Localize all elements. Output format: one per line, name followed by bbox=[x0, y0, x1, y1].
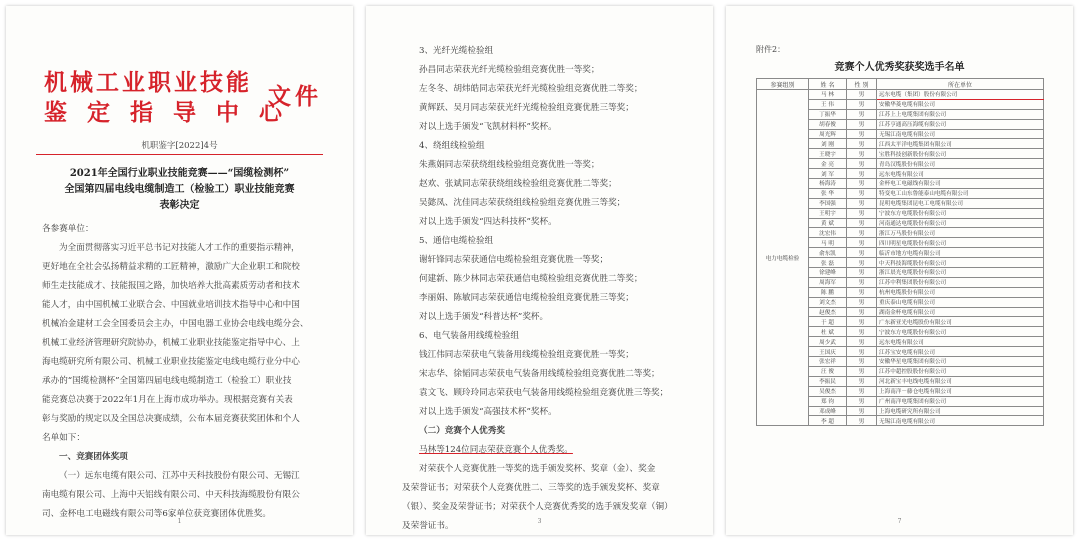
group-heading: 6、电气装备用线缆检验组 bbox=[419, 331, 519, 341]
gender-cell: 男 bbox=[847, 169, 877, 179]
unit-cell: 远东电缆（集团）股份有限公司 bbox=[877, 90, 1044, 100]
highlight-text: 马林等124位同志荣获竞赛个人优秀奖。 bbox=[419, 445, 573, 455]
gender-cell: 男 bbox=[847, 188, 877, 198]
name-cell: 王晓宇 bbox=[809, 149, 847, 159]
gender-cell: 男 bbox=[847, 277, 877, 287]
name-cell: 于 超 bbox=[809, 317, 847, 327]
body-line: 更好地在全社会弘扬精益求精的工匠精神，激励广大企业职工和院校 bbox=[42, 262, 300, 272]
decision-title-line2: 全国第四届电线电缆制造工（检验工）职业技能竞赛 bbox=[64, 184, 295, 195]
unit-cell: 安徽华菱电缆有限公司 bbox=[877, 99, 1044, 109]
name-cell: 刘 军 bbox=[809, 169, 847, 179]
body-line: 名单如下： bbox=[42, 433, 85, 443]
table-header-row bbox=[757, 79, 1044, 90]
name-cell: 徐建峰 bbox=[809, 268, 847, 278]
body-line: 师生走技能成才、技能报国之路，加快培养大批高素质劳动者和技术 bbox=[42, 281, 300, 291]
award-list bbox=[402, 42, 673, 535]
unit-cell: 无锡江南电缆有限公司 bbox=[877, 129, 1044, 139]
header-gender: 性 别 bbox=[847, 79, 877, 90]
award-line: 对以上选手颁发“四达科技杯”奖杯。 bbox=[419, 217, 557, 227]
gender-cell: 男 bbox=[847, 376, 877, 386]
body-paragraph bbox=[42, 239, 308, 448]
red-divider bbox=[36, 154, 323, 155]
gender-cell: 男 bbox=[847, 90, 877, 100]
gender-cell: 男 bbox=[847, 287, 877, 297]
name-cell: 胡春俊 bbox=[809, 119, 847, 129]
page-number: 3 bbox=[537, 518, 542, 525]
name-cell: 刘 刚 bbox=[809, 139, 847, 149]
award-line: 李丽娟、陈敏同志荣获通信电缆检验组竞赛优胜三等奖； bbox=[419, 293, 634, 303]
award-line: 吴懿凤、沈佳同志荣获绕组线检验组竞赛优胜三等奖； bbox=[419, 198, 626, 208]
gender-cell: 男 bbox=[847, 386, 877, 396]
header-group: 参赛组别 bbox=[757, 79, 809, 90]
body-line: 彰与奖励的规定以及全国总决赛成绩，公布本届竞赛获奖团体和个人 bbox=[42, 414, 300, 424]
gender-cell: 男 bbox=[847, 119, 877, 129]
team-award-paragraph bbox=[42, 467, 300, 524]
name-cell: 俞东凯 bbox=[809, 248, 847, 258]
unit-cell: 金杯电工电磁线有限公司 bbox=[877, 179, 1044, 189]
unit-cell: 河北新宝丰电线电缆有限公司 bbox=[877, 376, 1044, 386]
name-cell: 吴俊杰 bbox=[809, 386, 847, 396]
salutation: 各参赛单位： bbox=[42, 224, 94, 234]
header-name: 姓 名 bbox=[809, 79, 847, 90]
name-cell: 邓成峰 bbox=[809, 406, 847, 416]
gender-cell: 男 bbox=[847, 396, 877, 406]
body-line: 为全面贯彻落实习近平总书记对技能人才工作的重要指示精神， bbox=[59, 243, 300, 253]
award-line: 袁文飞、顾玲玲同志荣获电气装备用线缆检验组竞赛优胜三等奖； bbox=[419, 388, 669, 398]
gender-cell: 男 bbox=[847, 238, 877, 248]
gender-cell: 男 bbox=[847, 208, 877, 218]
page-number: 7 bbox=[897, 518, 902, 525]
page-number: 1 bbox=[177, 518, 182, 525]
gender-cell: 男 bbox=[847, 228, 877, 238]
document-page-7 bbox=[726, 6, 1073, 535]
body-line: 能人才，由中国机械工业联合会、中国就业培训技术指导中心和中国 bbox=[42, 300, 300, 310]
gender-cell: 男 bbox=[847, 416, 877, 426]
table-row bbox=[757, 90, 1044, 100]
name-cell: 杜 斌 bbox=[809, 327, 847, 337]
decision-title-line1: 2021年全国行业职业技能竞赛——“国缆检测杯” bbox=[69, 168, 290, 179]
name-cell: 周海军 bbox=[809, 277, 847, 287]
unit-cell: 宁波东方电缆股份有限公司 bbox=[877, 327, 1044, 337]
award-line: 及荣誉证书。 bbox=[402, 521, 454, 531]
award-line: 谢轩锋同志荣获通信电缆检验组竞赛优胜一等奖； bbox=[419, 255, 609, 265]
name-cell: 金 亮 bbox=[809, 159, 847, 169]
gender-cell: 男 bbox=[847, 297, 877, 307]
unit-cell: 江苏宝安电缆有限公司 bbox=[877, 347, 1044, 357]
unit-cell: 临沂市地方电缆有限公司 bbox=[877, 248, 1044, 258]
group-heading: 4、绕组线检验组 bbox=[419, 141, 485, 151]
name-cell: 周少武 bbox=[809, 337, 847, 347]
section-heading-personal: （二）竞赛个人优秀奖 bbox=[419, 426, 505, 436]
gender-cell: 男 bbox=[847, 109, 877, 119]
award-line: 钱江伟同志荣获电气装备用线缆检验组竞赛优胜一等奖； bbox=[419, 350, 634, 360]
header-unit: 所在单位 bbox=[877, 79, 1044, 90]
unit-cell: 远东电缆有限公司 bbox=[877, 337, 1044, 347]
gender-cell: 男 bbox=[847, 357, 877, 367]
unit-cell: 昆明电缆集团昆电工电缆有限公司 bbox=[877, 198, 1044, 208]
group-cell: 电力电缆检验 bbox=[757, 90, 809, 426]
award-line: 何建新、陈少林同志荣获通信电缆检验组竞赛优胜二等奖； bbox=[419, 274, 643, 284]
unit-cell: 四川明星电缆股份有限公司 bbox=[877, 238, 1044, 248]
body-line: 机械冶金建材工会全国委员会主办，中国电器工业协会电线电缆分会、 bbox=[42, 319, 309, 329]
document-word: 文件 bbox=[268, 83, 322, 110]
body-line: 机械工业经济管理研究院协办，机械工业职业技能鉴定指导中心、上 bbox=[42, 338, 300, 348]
name-cell: 王 伟 bbox=[809, 99, 847, 109]
table-title: 竞赛个人优秀奖获奖选手名单 bbox=[834, 62, 965, 73]
gender-cell: 男 bbox=[847, 366, 877, 376]
group-heading: 5、通信电缆检验组 bbox=[419, 236, 494, 246]
unit-cell: 浙江万马股份有限公司 bbox=[877, 228, 1044, 238]
award-line: 对荣获个人竞赛优胜一等奖的选手颁发奖杯、奖章（金）、奖金 bbox=[419, 464, 656, 474]
unit-cell: 宁波东方电缆股份有限公司 bbox=[877, 208, 1044, 218]
attachment-label: 附件2： bbox=[756, 45, 786, 54]
award-line: 对以上选手颁发“飞凯材料杯”奖杯。 bbox=[419, 122, 557, 132]
winners-table bbox=[756, 78, 1044, 426]
unit-cell: 中天科技海缆股份有限公司 bbox=[877, 258, 1044, 268]
body-line: （一）远东电缆有限公司、江苏中天科技股份有限公司、无锡江 bbox=[59, 471, 300, 481]
gender-cell: 男 bbox=[847, 327, 877, 337]
gender-cell: 男 bbox=[847, 179, 877, 189]
gender-cell: 男 bbox=[847, 139, 877, 149]
body-line: 海电缆研究所有限公司、机械工业职业技能鉴定电线电缆行业分中心 bbox=[42, 357, 300, 367]
document-number: 机职鉴字[2022]4号 bbox=[141, 141, 218, 151]
gender-cell: 男 bbox=[847, 307, 877, 317]
name-cell: 李 超 bbox=[809, 416, 847, 426]
decision-title-line3: 表彰决定 bbox=[159, 200, 200, 211]
issuer-name-line2: 鉴 定 指 导 中 心 bbox=[44, 99, 289, 126]
unit-cell: 重庆泰山电缆有限公司 bbox=[877, 297, 1044, 307]
name-cell: 刘文杰 bbox=[809, 297, 847, 307]
gender-cell: 男 bbox=[847, 248, 877, 258]
unit-cell: 江苏中利集团股份有限公司 bbox=[877, 277, 1044, 287]
gender-cell: 男 bbox=[847, 129, 877, 139]
gender-cell: 男 bbox=[847, 268, 877, 278]
name-cell: 李振民 bbox=[809, 376, 847, 386]
name-cell: 马 明 bbox=[809, 238, 847, 248]
award-line: 赵欢、张斌同志荣获绕组线检验组竞赛优胜二等奖； bbox=[419, 179, 617, 189]
unit-cell: 宝胜科技创新股份有限公司 bbox=[877, 149, 1044, 159]
group-heading: 3、光纤光缆检验组 bbox=[419, 46, 494, 56]
gender-cell: 男 bbox=[847, 149, 877, 159]
document-page-1 bbox=[6, 6, 353, 535]
unit-cell: 广州南洋电缆集团有限公司 bbox=[877, 396, 1044, 406]
gender-cell: 男 bbox=[847, 406, 877, 416]
highlighted-award-line bbox=[402, 441, 673, 460]
unit-cell: 安徽华星电缆集团有限公司 bbox=[877, 357, 1044, 367]
name-cell: 陈 鹏 bbox=[809, 287, 847, 297]
unit-cell: 江苏中超控股股份有限公司 bbox=[877, 366, 1044, 376]
unit-cell: 上海南洋－藤仓电缆有限公司 bbox=[877, 386, 1044, 396]
gender-cell: 男 bbox=[847, 347, 877, 357]
name-cell: 李国强 bbox=[809, 198, 847, 208]
body-line: 能竞赛总决赛于2022年1月在上海市成功举办。现根据竞赛有关表 bbox=[42, 395, 293, 405]
table-body bbox=[757, 90, 1044, 426]
name-cell: 汪 俊 bbox=[809, 366, 847, 376]
name-cell: 张宏祥 bbox=[809, 357, 847, 367]
name-cell: 张 磊 bbox=[809, 258, 847, 268]
gender-cell: 男 bbox=[847, 198, 877, 208]
gender-cell: 男 bbox=[847, 317, 877, 327]
unit-cell: 江苏上上电缆集团有限公司 bbox=[877, 109, 1044, 119]
name-cell: 丁振华 bbox=[809, 109, 847, 119]
name-cell: 赵俊杰 bbox=[809, 307, 847, 317]
name-cell: 王明宇 bbox=[809, 208, 847, 218]
unit-cell: 无锡江南电缆有限公司 bbox=[877, 416, 1044, 426]
unit-cell: 上海电缆研究所有限公司 bbox=[877, 406, 1044, 416]
award-line: 对以上选手颁发“科普达杯”奖杯。 bbox=[419, 312, 549, 322]
name-cell: 郑 钧 bbox=[809, 396, 847, 406]
award-line: 及荣誉证书；对荣获个人竞赛优胜二、三等奖的选手颁发奖杯、奖章 bbox=[402, 483, 660, 493]
unit-cell: 青岛汉缆股份有限公司 bbox=[877, 159, 1044, 169]
unit-cell: 杭州电缆股份有限公司 bbox=[877, 287, 1044, 297]
issuer-name-line1: 机械工业职业技能 bbox=[44, 69, 252, 96]
award-line: 黄辉跃、吴月同志荣获光纤光缆检验组竞赛优胜三等奖； bbox=[419, 103, 634, 113]
unit-cell: 浙江晨光电缆股份有限公司 bbox=[877, 268, 1044, 278]
award-line: 朱燕娟同志荣获绕组线检验组竞赛优胜一等奖； bbox=[419, 160, 600, 170]
unit-cell: 远东电缆有限公司 bbox=[877, 169, 1044, 179]
gender-cell: 男 bbox=[847, 99, 877, 109]
award-line: 对以上选手颁发“高强技术杯”奖杯。 bbox=[419, 407, 557, 417]
name-cell: 王国庆 bbox=[809, 347, 847, 357]
gender-cell: 男 bbox=[847, 159, 877, 169]
unit-cell: 湖南金杯电缆有限公司 bbox=[877, 307, 1044, 317]
body-line: 南电缆有限公司、上海中天铝线有限公司、中天科技海缆股份有限公 bbox=[42, 490, 300, 500]
unit-cell: 江苏亨通高压海缆有限公司 bbox=[877, 119, 1044, 129]
award-line: （银）、奖金及荣誉证书；对荣获个人竞赛优秀奖的选手颁发奖章（铜） bbox=[402, 502, 673, 512]
name-cell: 黄 斌 bbox=[809, 218, 847, 228]
unit-cell: 江西太平洋电缆集团有限公司 bbox=[877, 139, 1044, 149]
award-line: 宋志华、徐韬同志荣获电气装备用线缆检验组竞赛优胜二等奖； bbox=[419, 369, 660, 379]
award-line: 左冬冬、胡炜皓同志荣获光纤光缆检验组竞赛优胜二等奖； bbox=[419, 84, 643, 94]
gender-cell: 男 bbox=[847, 337, 877, 347]
award-line: 孙昌同志荣获光纤光缆检验组竞赛优胜一等奖； bbox=[419, 65, 600, 75]
document-page-3 bbox=[366, 6, 713, 535]
unit-cell: 广东新亚光电缆股份有限公司 bbox=[877, 317, 1044, 327]
name-cell: 马 林 bbox=[809, 90, 847, 100]
gender-cell: 男 bbox=[847, 258, 877, 268]
section-heading-team: 一、竞赛团体奖项 bbox=[59, 452, 128, 462]
name-cell: 周光辉 bbox=[809, 129, 847, 139]
name-cell: 杨海涛 bbox=[809, 179, 847, 189]
name-cell: 沈宏伟 bbox=[809, 228, 847, 238]
name-cell: 张 华 bbox=[809, 188, 847, 198]
body-line: 承办的“国缆检测杯”全国第四届电线电缆制造工（检验工）职业技 bbox=[42, 376, 292, 386]
body-line: 司、金杯电工电磁线有限公司等6家单位获竞赛团体优胜奖。 bbox=[42, 509, 271, 519]
unit-cell: 特变电工山东鲁能泰山电缆有限公司 bbox=[877, 188, 1044, 198]
gender-cell: 男 bbox=[847, 218, 877, 228]
unit-cell: 河南通达电缆股份有限公司 bbox=[877, 218, 1044, 228]
